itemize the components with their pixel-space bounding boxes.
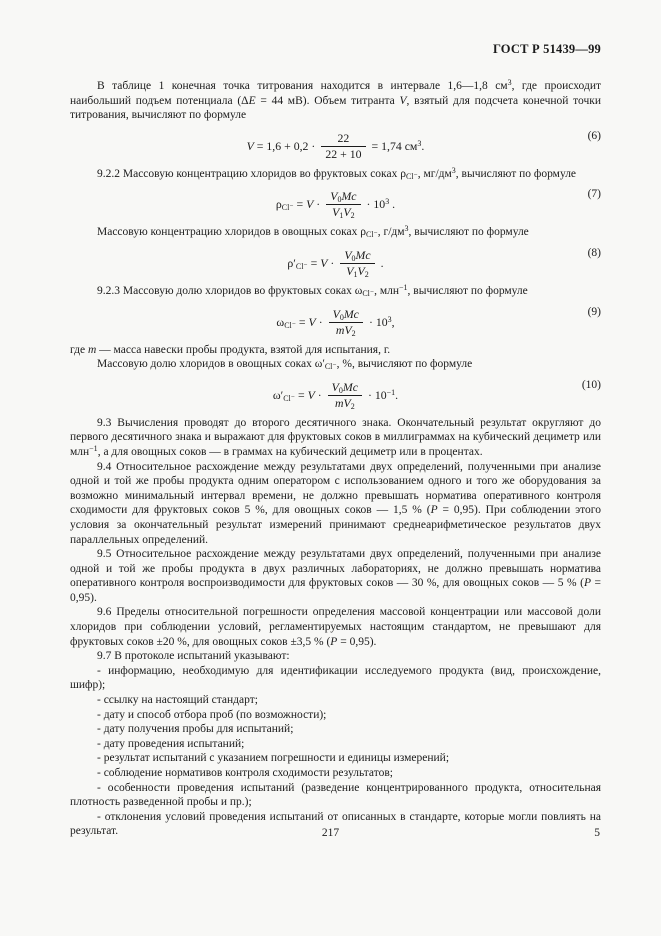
formula-6-number: (6): [587, 129, 601, 142]
paragraph-9-2-3: 9.2.3 Массовую долю хлоридов во фруктовых соках $\omega_{Cl^-}$, млн$^{-1}$, вычисляют по формуле: [97, 282, 528, 298]
footer-page-number-center: 217: [321, 827, 340, 839]
formula-10-fraction: $\frac{V_0Mc}{mV_2}$: [328, 381, 362, 410]
footer-page-number-right: 5: [594, 827, 600, 839]
formula-7-number: (7): [587, 188, 601, 201]
list-item: - информацию, необходимую для идентификации исследуемого продукта (вид, происхождение, шифр);: [70, 664, 601, 692]
formula-9-lhs: $\omega_{Cl^-} = V$ ·: [276, 314, 323, 330]
formula-9: [70, 306, 601, 337]
formula-6-rhs: = 1,74 $см^3$.: [371, 138, 425, 153]
paragraph-9-2-2b: Массовую концентрацию хлоридов в овощных соках $\rho_{Cl^-}$, $г/дм^3$, вычисляют по формуле: [97, 224, 529, 240]
paragraph-9-4: 9.4 Относительное расхождение между результатами двух определений, полученными при анализе одной и той же пробы продукта одним оператором с использованием одного и того же оборудования за возможно минимальный интервал времени, не должно превышать норматива оперативного контроля сходимости для фруктовых соков 5 %, для овощных соков — 1,5 % (P = 0,95). При соблюдении этого условия за окончательный результат измерений принимают среднеарифметическое результатов двух параллельных определений.: [70, 460, 601, 546]
formula-6: [70, 130, 601, 161]
list-item: - особенности проведения испытаний (разведение концентрированного продукта, относительная плотность разведенной пробы и пр.);: [70, 781, 601, 809]
formula-9-fraction: $\frac{V_0Mc}{mV_2}$: [329, 308, 363, 337]
list-item: - дату проведения испытаний;: [97, 737, 245, 750]
formula-10-number: (10): [581, 378, 601, 391]
list-item: - дату и способ отбора проб (по возможности);: [97, 708, 327, 721]
formula-7-lhs: $\rho_{Cl^-} = V$ ·: [275, 197, 321, 213]
formula-6-lhs: V = 1,6 + 0,2 ·: [246, 138, 316, 153]
list-item: - дату получения пробы для испытаний;: [97, 723, 294, 736]
list-item: - результат испытаний с указанием погрешности и единицы измерений;: [97, 752, 450, 765]
formula-8-fraction: $\frac{V_0Mc}{V_1V_2}$: [340, 249, 374, 278]
formula-10: [70, 379, 601, 410]
formula-8-rhs: .: [380, 255, 384, 270]
paragraph-9-5: 9.5 Относительное расхождение между результатами двух определений, полученными при анализе одной и той же пробы продукта в двух различных лабораториях, не должно превышать норматива оперативного контроля воспроизводимости для фруктовых соков — 30 %, для овощных соков — 5 % (P = 0,95).: [70, 548, 601, 604]
formula-8-number: (8): [587, 246, 601, 259]
formula-10-rhs: · $10^{-1}$.: [367, 387, 399, 402]
document-header-title: ГОСТ Р 51439—99: [492, 42, 601, 56]
formula-8: [70, 247, 601, 278]
paragraph-9-3: 9.3 Вычисления проводят до второго десятичного знака. Окончательный результат округляют до первого десятичного знака и выражают для фруктовых соков в миллиграммах на кубический дециметр или млн$^{-1}$, а для овощных соков — в граммах на кубический дециметр или в процентах.: [70, 416, 601, 458]
list-item: - отклонения условий проведения испытаний от описанных в стандарте, которые могли повлиять на результат.: [70, 810, 601, 838]
paragraph-9-2-2: 9.2.2 Массовую концентрацию хлоридов во фруктовых соках $\rho_{Cl^-}$, $мг/дм^3$, вычисляют по формуле: [97, 165, 577, 181]
paragraph-intro: В таблице 1 конечная точка титрования находится в интервале 1,6—1,8 $см^3$, где происходит наибольший подъем потенциала (ΔE = 44 мВ). Объем титранта V, взятый для подсчета конечной точки титрования, вычисляют по формуле: [70, 78, 601, 122]
paragraph-9-2-3b: Массовую долю хлоридов в овощных соках $\omega'_{Cl^-}$, %, вычисляют по формуле: [97, 358, 473, 372]
formula-9-number: (9): [587, 305, 601, 318]
formula-7-rhs: · $10^3$ .: [366, 197, 396, 212]
formula-7-fraction: $\frac{V_0Mc}{V_1V_2}$: [326, 190, 360, 219]
list-item: - ссылку на настоящий стандарт;: [97, 694, 258, 707]
formula-6-fraction: $\frac{22}{22 + 10}$: [321, 132, 365, 161]
paragraph-9-6: 9.6 Пределы относительной погрешности определения массовой концентрации или массовой доли хлоридов при соблюдении условий, регламентируемых настоящим стандартом, не превышают для фруктовых соков ±20 %, для овощных соков ±3,5 % (P = 0,95).: [70, 606, 601, 648]
formula-7: [70, 188, 601, 219]
formula-10-lhs: $\omega'_{Cl^-} = V$ ·: [272, 387, 322, 403]
formula-8-lhs: $\rho'_{Cl^-} = V$ ·: [287, 255, 335, 271]
paragraph-9-7: 9.7 В протоколе испытаний указывают:: [97, 650, 290, 663]
formula-9-rhs: · $10^3$,: [368, 314, 395, 329]
paragraph-where-m: где m — масса навески пробы продукта, взятой для испытания, г.: [70, 343, 391, 356]
page-content: [70, 42, 601, 839]
list-item: - соблюдение нормативов контроля сходимости результатов;: [97, 767, 393, 779]
